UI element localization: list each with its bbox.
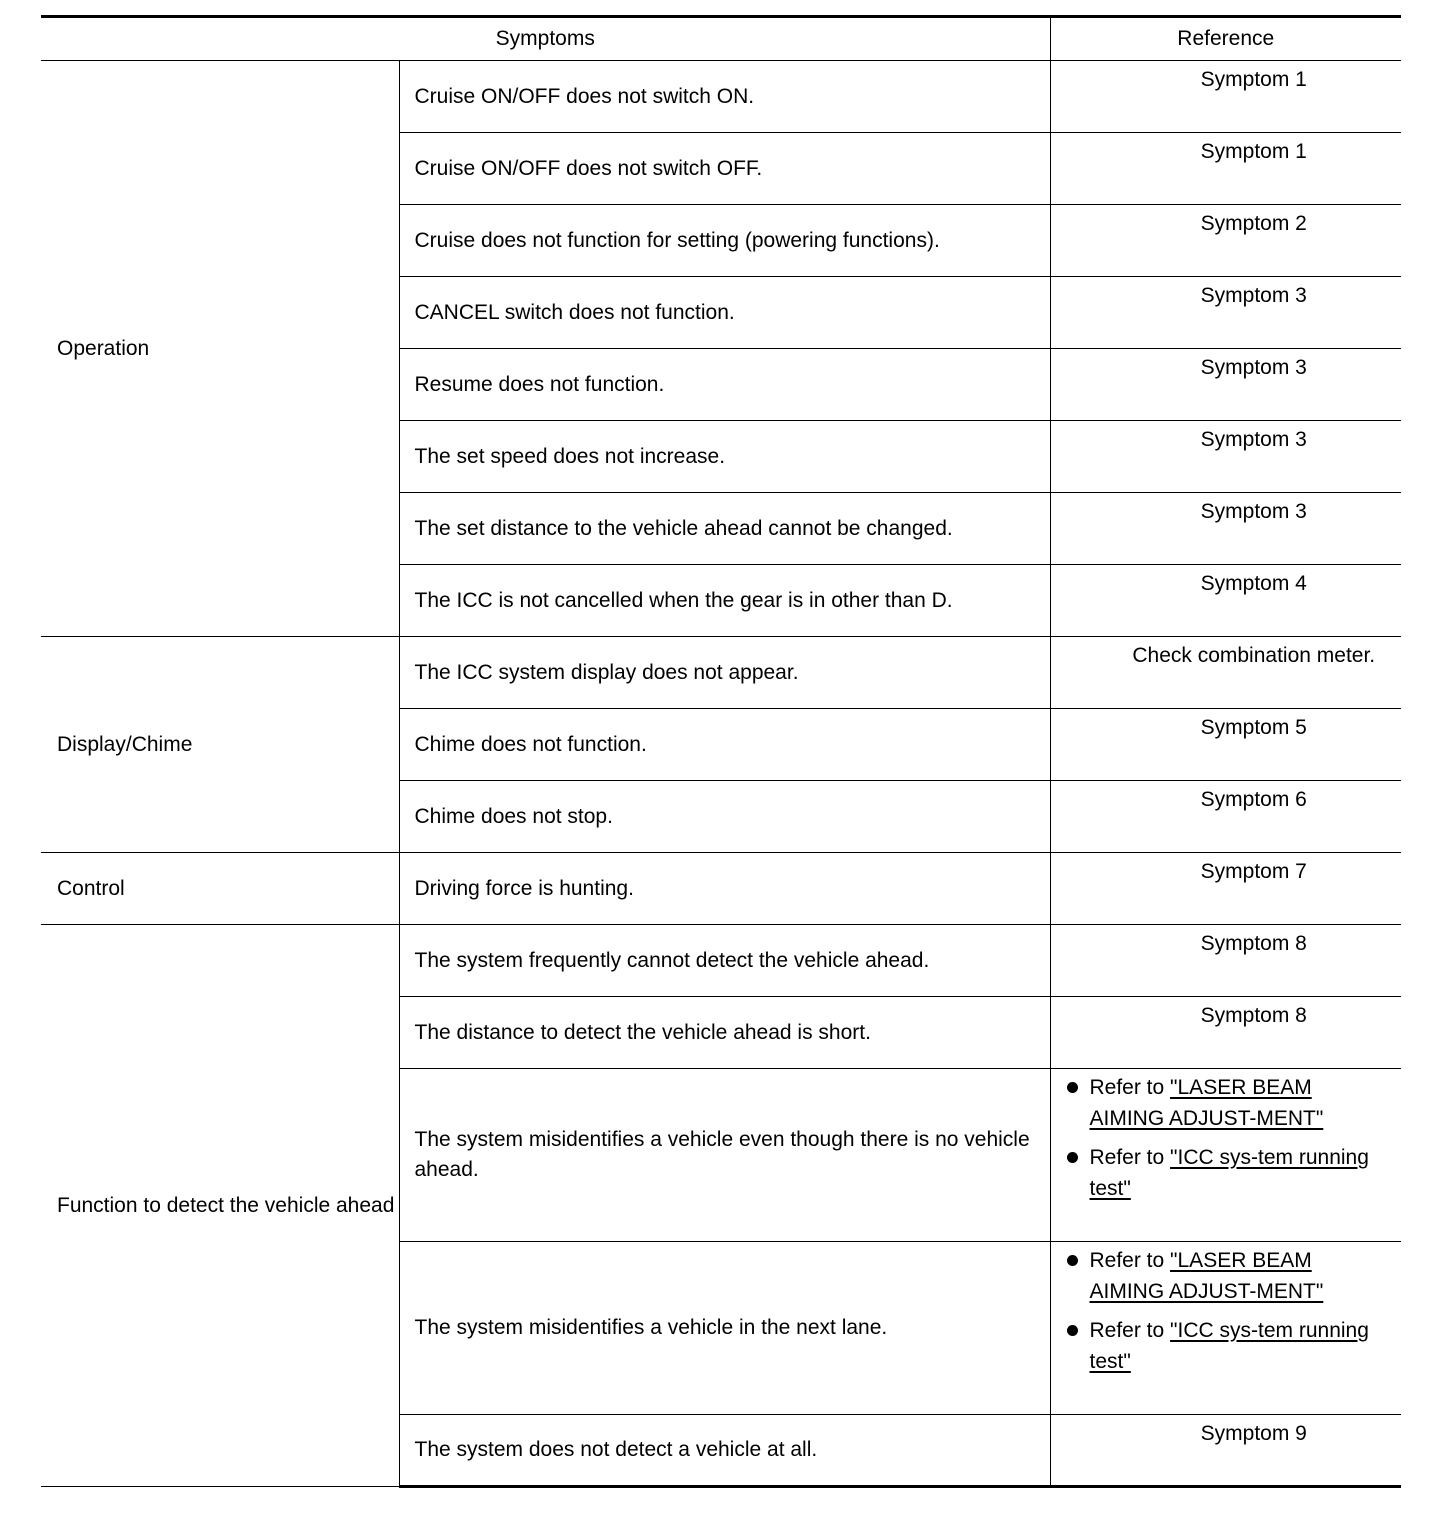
reference-text: Symptom 5 <box>1200 716 1307 739</box>
reference-cell <box>1050 205 1401 277</box>
symptom-cell: The set speed does not increase. <box>399 421 1050 493</box>
symptom-cell: Cruise does not function for setting (powering functions). <box>399 205 1050 277</box>
refer-prefix: Refer to <box>1089 1249 1171 1272</box>
reference-list <box>1067 1245 1382 1377</box>
symptom-cell: CANCEL switch does not function. <box>399 277 1050 349</box>
symptom-cell: The set distance to the vehicle ahead cannot be changed. <box>399 493 1050 565</box>
symptom-cell: The system does not detect a vehicle at all. <box>399 1415 1050 1487</box>
reference-text: Symptom 4 <box>1200 572 1307 595</box>
symptom-cell: Resume does not function. <box>399 349 1050 421</box>
reference-cell <box>1050 421 1401 493</box>
symptom-cell: The system misidentifies a vehicle even though there is no vehicle ahead. <box>399 1069 1050 1242</box>
bullet-icon <box>1067 1082 1078 1093</box>
reference-cell <box>1050 349 1401 421</box>
category-display-chime: Display/Chime <box>41 637 399 853</box>
category-control: Control <box>41 853 399 925</box>
reference-item <box>1067 1072 1382 1134</box>
reference-text: Symptom 8 <box>1200 932 1307 955</box>
symptom-cell: The system frequently cannot detect the vehicle ahead. <box>399 925 1050 997</box>
reference-cell <box>1050 133 1401 205</box>
reference-text: Symptom 1 <box>1200 140 1307 163</box>
reference-item <box>1067 1245 1382 1307</box>
reference-cell <box>1050 565 1401 637</box>
symptom-cell: Chime does not stop. <box>399 781 1050 853</box>
reference-text: Check combination meter. <box>1132 644 1376 667</box>
symptom-cell: Cruise ON/OFF does not switch ON. <box>399 61 1050 133</box>
refer-prefix: Refer to <box>1089 1319 1171 1342</box>
reference-cell <box>1050 853 1401 925</box>
laser-beam-aiming-link[interactable]: "LASER BEAM AIMING ADJUST-MENT" <box>1089 1076 1324 1130</box>
header-symptoms: Symptoms <box>41 17 1050 61</box>
bullet-icon <box>1067 1152 1078 1163</box>
table-row <box>41 61 1401 133</box>
reference-item <box>1067 1142 1382 1204</box>
symptom-table <box>41 15 1401 1488</box>
reference-cell <box>1050 1242 1401 1415</box>
symptom-cell: The distance to detect the vehicle ahead is short. <box>399 997 1050 1069</box>
category-detect-vehicle: Function to detect the vehicle ahead <box>41 925 399 1487</box>
symptom-cell: The ICC system display does not appear. <box>399 637 1050 709</box>
symptom-cell: Chime does not function. <box>399 709 1050 781</box>
reference-list <box>1067 1072 1382 1204</box>
symptom-cell: Driving force is hunting. <box>399 853 1050 925</box>
refer-prefix: Refer to <box>1089 1146 1171 1169</box>
icc-running-test-link[interactable]: "ICC sys-tem running test" <box>1089 1146 1369 1200</box>
reference-text: Symptom 9 <box>1200 1422 1307 1445</box>
table-row <box>41 637 1401 709</box>
reference-text: Symptom 3 <box>1200 428 1307 451</box>
reference-text: Symptom 2 <box>1200 212 1307 235</box>
reference-cell <box>1050 1069 1401 1242</box>
table-row <box>41 853 1401 925</box>
bullet-icon <box>1067 1255 1078 1266</box>
symptom-cell: The system misidentifies a vehicle in the next lane. <box>399 1242 1050 1415</box>
reference-cell <box>1050 781 1401 853</box>
reference-cell <box>1050 61 1401 133</box>
reference-cell <box>1050 277 1401 349</box>
reference-cell <box>1050 997 1401 1069</box>
category-operation: Operation <box>41 61 399 637</box>
table-row <box>41 925 1401 997</box>
reference-text: Symptom 3 <box>1200 356 1307 379</box>
reference-text: Symptom 3 <box>1200 500 1307 523</box>
reference-text: Symptom 3 <box>1200 284 1307 307</box>
bullet-icon <box>1067 1325 1078 1336</box>
reference-text: Symptom 6 <box>1200 788 1307 811</box>
table-header-row <box>41 17 1401 61</box>
symptom-cell: Cruise ON/OFF does not switch OFF. <box>399 133 1050 205</box>
reference-text: Symptom 1 <box>1200 68 1307 91</box>
header-reference: Reference <box>1050 17 1401 61</box>
refer-prefix: Refer to <box>1089 1076 1171 1099</box>
reference-cell <box>1050 637 1401 709</box>
reference-cell <box>1050 493 1401 565</box>
symptom-cell: The ICC is not cancelled when the gear is in other than D. <box>399 565 1050 637</box>
reference-text: Symptom 8 <box>1200 1004 1307 1027</box>
reference-item <box>1067 1315 1382 1377</box>
laser-beam-aiming-link[interactable]: "LASER BEAM AIMING ADJUST-MENT" <box>1089 1249 1324 1303</box>
icc-running-test-link[interactable]: "ICC sys-tem running test" <box>1089 1319 1369 1373</box>
reference-text: Symptom 7 <box>1200 860 1307 883</box>
reference-cell <box>1050 1415 1401 1487</box>
reference-cell <box>1050 709 1401 781</box>
reference-cell <box>1050 925 1401 997</box>
